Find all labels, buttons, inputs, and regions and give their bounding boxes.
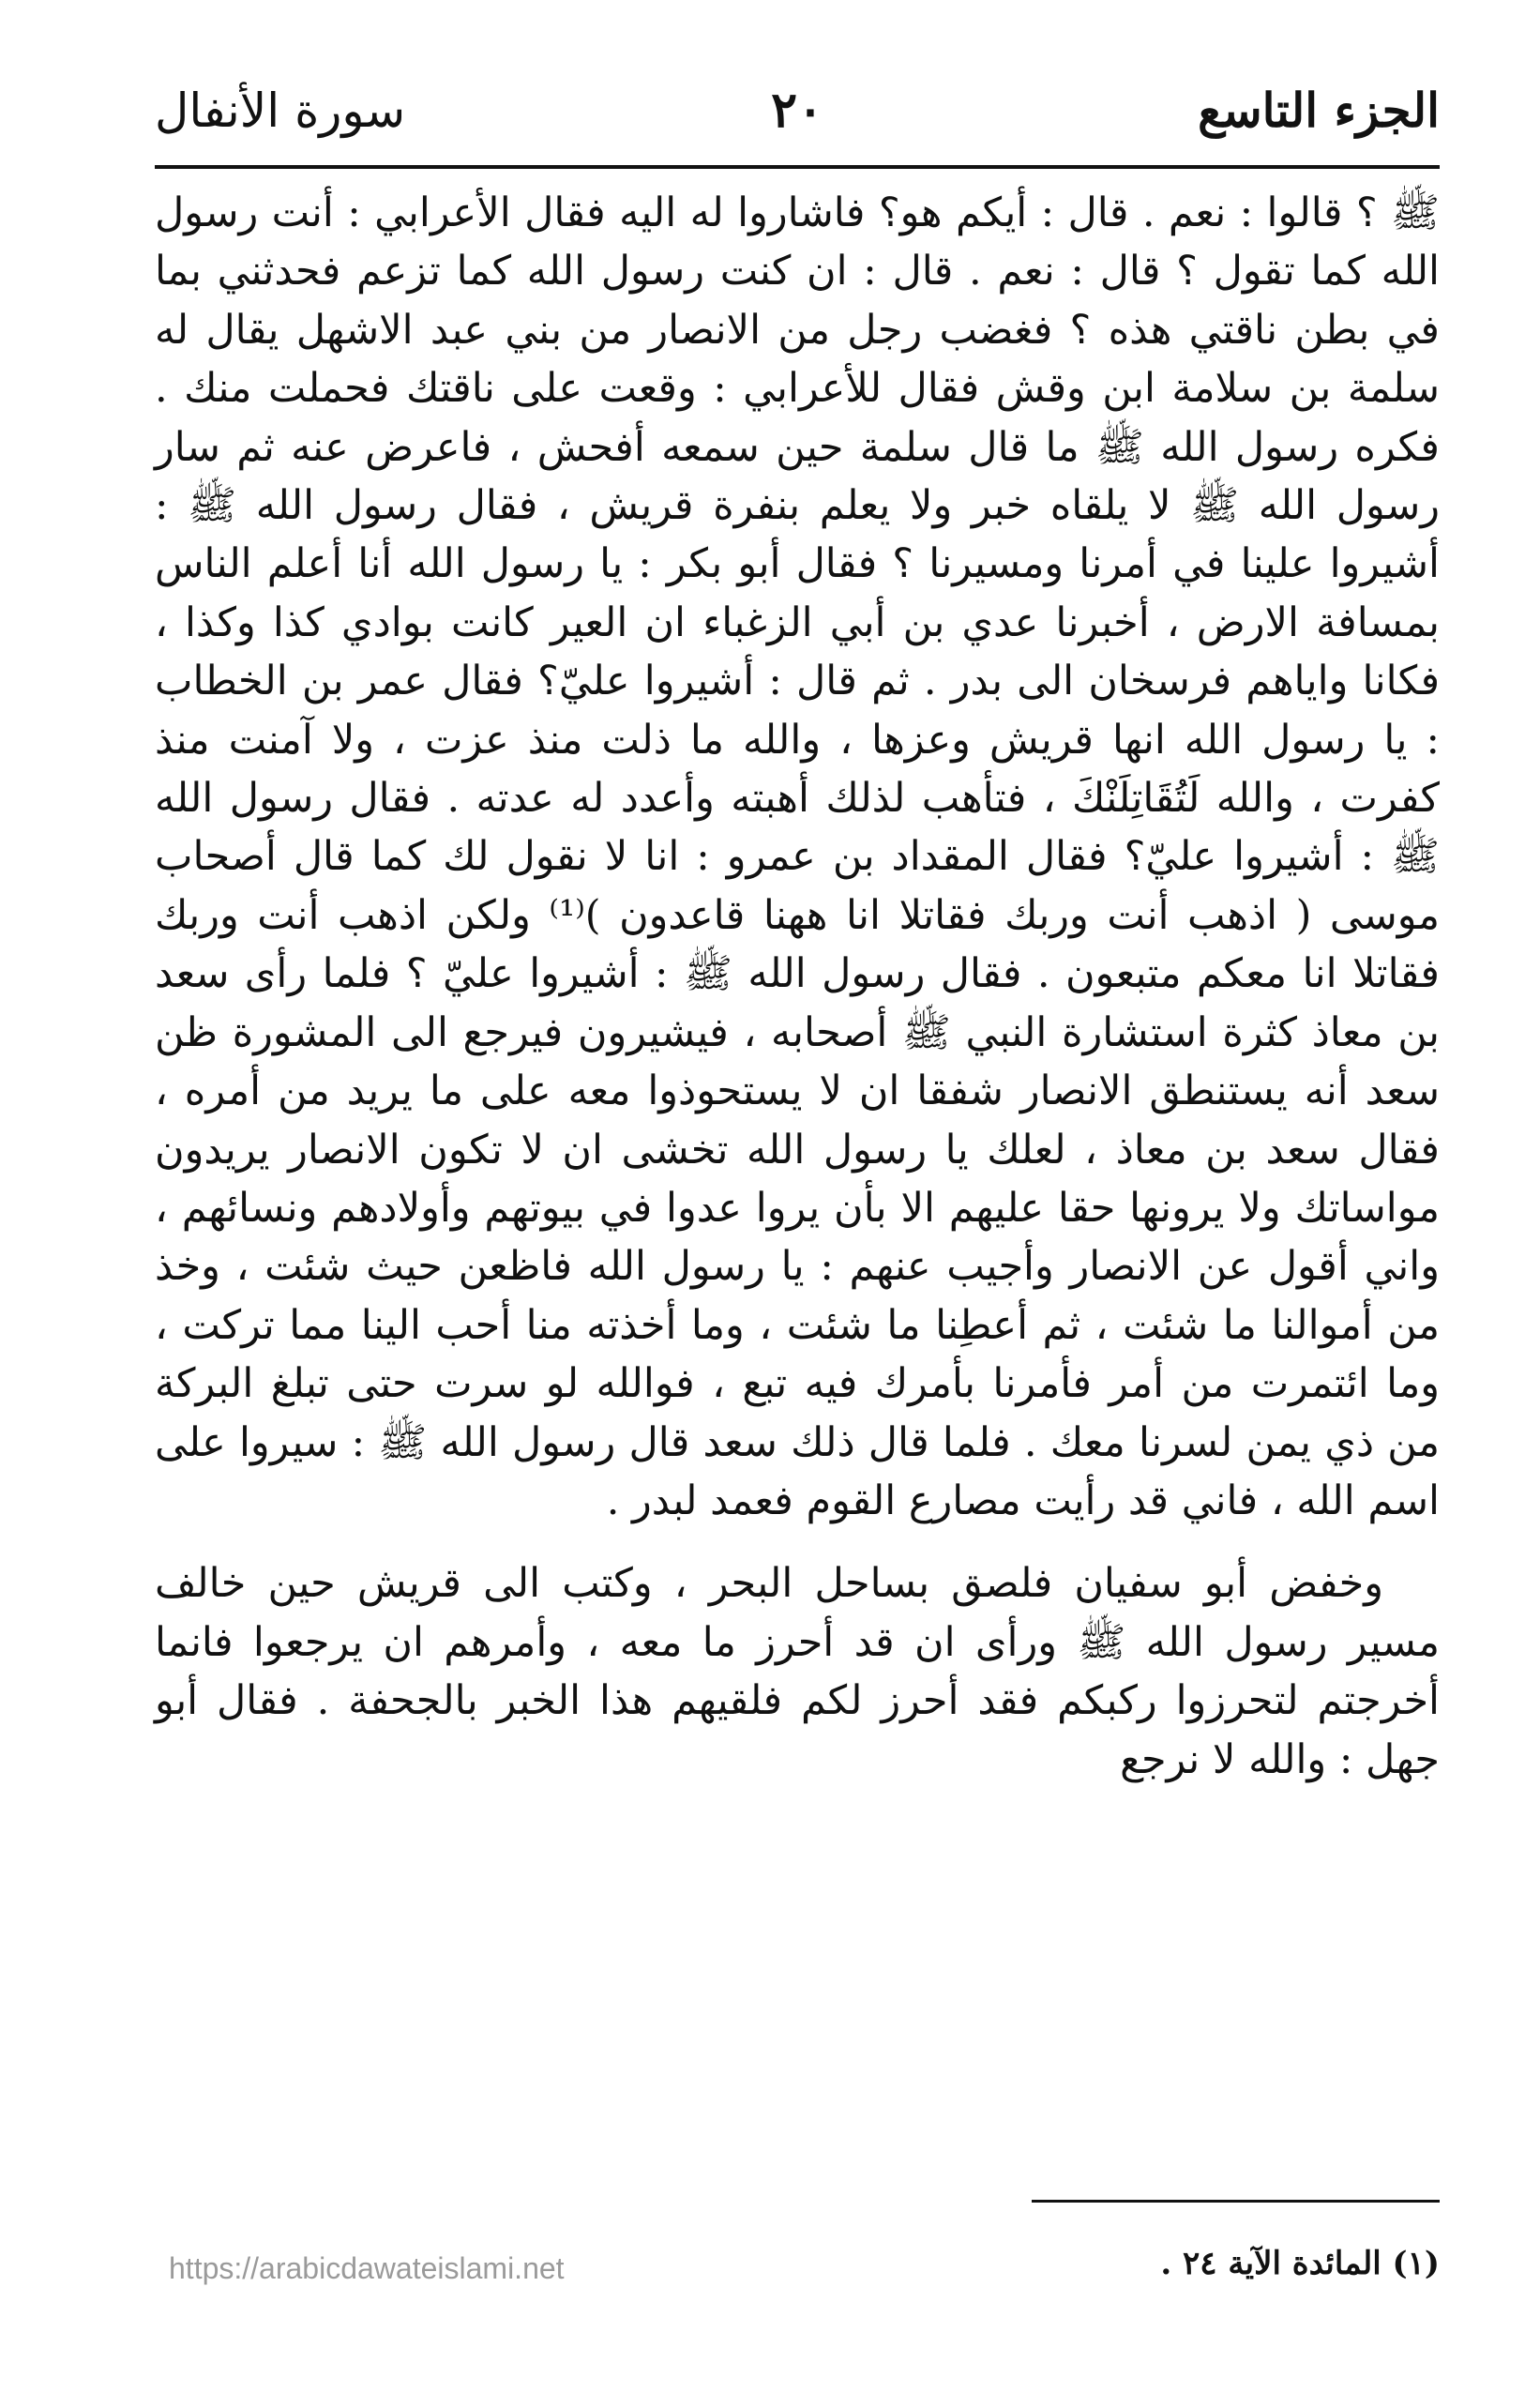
- watermark-url: https://arabicdawateislami.net: [169, 2251, 565, 2285]
- page-header: [155, 73, 1440, 148]
- part-label: الجزء التاسع: [1198, 83, 1440, 138]
- paragraph: ﷺ ؟ قالوا : نعم . قال : أيكم هو؟ فاشاروا له اليه فقال الأعرابي : أنت رسول الله كما تقول ؟ قال : نعم . قال : ان كنت رسول الله كما تزعم فحدثني بما في بطن ناقتي هذه ؟ فغضب رجل من الانصار من بني عبد الاشهل يقال له سلمة بن سلامة ابن وقش فقال للأعرابي : وقعت على ناقتك فحملت منك . فكره رسول الله ﷺ ما قال سلمة حين سمعه أفحش ، فاعرض عنه ثم سار رسول الله ﷺ لا يلقاه خبر ولا يعلم بنفرة قريش ، فقال رسول الله ﷺ : أشيروا علينا في أمرنا ومسيرنا ؟ فقال أبو بكر : يا رسول الله أنا أعلم الناس بمسافة الارض ، أخبرنا عدي بن أبي الزغباء ان العير كانت بوادي كذا وكذا ، فكانا واياهم فرسخان الى بدر . ثم قال : أشيروا عليّ؟ فقال عمر بن الخطاب : يا رسول الله انها قريش وعزها ، والله ما ذلت منذ عزت ، ولا آمنت منذ كفرت ، والله لَتُقَاتِلَنْكَ ، فتأهب لذلك أهبته وأعدد له عدته . فقال رسول الله ﷺ : أشيروا عليّ؟ فقال المقداد بن عمرو : انا لا نقول لك كما قال أصحاب موسى ( اذهب أنت وربك فقاتلا انا ههنا قاعدون )⁽¹⁾ ولكن اذهب أنت وربك فقاتلا انا معكم متبعون . فقال رسول الله ﷺ : أشيروا عليّ ؟ فلما رأى سعد بن معاذ كثرة استشارة النبي ﷺ أصحابه ، فيشيرون فيرجع الى المشورة ظن سعد أنه يستنطق الانصار شفقا ان لا يستحوذوا معه على ما يريد من أمره ، فقال سعد بن معاذ ، لعلك يا رسول الله تخشى ان لا تكون الانصار يريدون مواساتك ولا يرونها حقا عليهم الا بأن يروا عدوا في بيوتهم وأولادهم ونسائهم ، واني أقول عن الانصار وأجيب عنهم : يا رسول الله فاظعن حيث شئت ، وخذ من أموالنا ما شئت ، ثم أعطِنا ما شئت ، وما أخذته منا أحب الينا مما تركت ، وما ائتمرت من أمر فأمرنا بأمرك فيه تبع ، فوالله لو سرت حتى تبلغ البركة من ذي يمن لسرنا معك . فلما قال ذلك سعد قال رسول الله ﷺ : سيروا على اسم الله ، فاني قد رأيت مصارع القوم فعمد لبدر .: [155, 189, 1440, 1524]
- surah-label: سورة الأنفال: [155, 83, 406, 138]
- header-divider: [155, 165, 1440, 169]
- footnote: (١) المائدة الآية ٢٤ .: [1160, 2245, 1440, 2282]
- paragraph: وخفض أبو سفيان فلصق بساحل البحر ، وكتب الى قريش حين خالف مسير رسول الله ﷺ ورأى ان قد أحرز ما معه ، وأمرهم ان يرجعوا فانما أخرجتم لتحرزوا ركبكم فقد أحرز لكم فلقيهم هذا الخبر بالجحفة . فقال أبو جهل : والله لا نرجع: [155, 1560, 1440, 1783]
- page-number: ٢٠: [771, 82, 823, 139]
- main-text: [155, 184, 1440, 1789]
- footnote-divider: [1032, 2200, 1440, 2203]
